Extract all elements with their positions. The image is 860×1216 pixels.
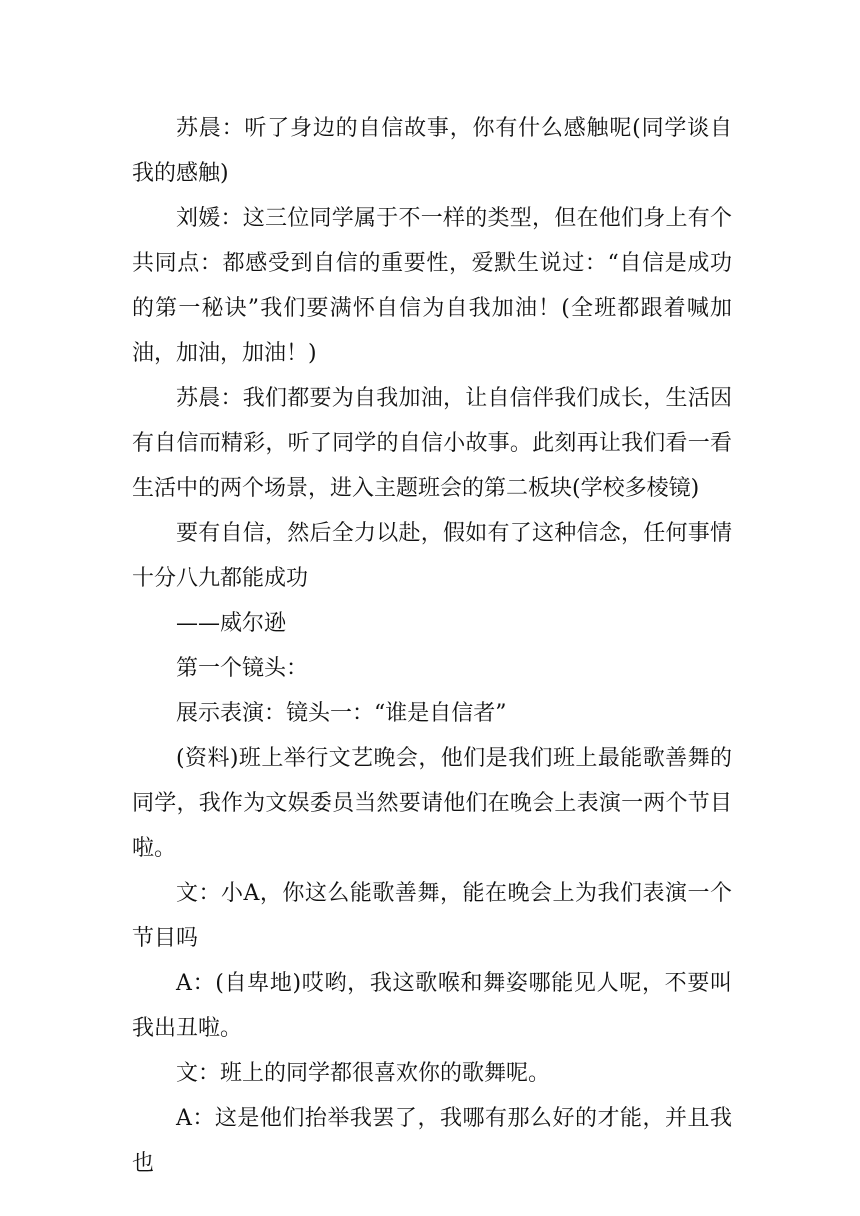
dialogue-line: 文：小A，你这么能歌善舞，能在晚会上为我们表演一个节目吗 [132, 881, 732, 951]
paragraph-3: 苏晨：我们都要为自我加油，让自信伴我们成长，生活因有自信而精彩，听了同学的自信小故事。此刻再让我们看一看生活中的两个场景，进入主题班会的第二板块(学校多棱镜) [132, 386, 732, 501]
paragraph-1: 苏晨：听了身边的自信故事，你有什么感触呢(同学谈自我的感触) [132, 116, 732, 186]
dialogue-line: A：这是他们抬举我罢了，我哪有那么好的才能，并且我也 [132, 1106, 732, 1176]
dialogue-line: 文：班上的同学都很喜欢你的歌舞呢。 [176, 1061, 551, 1086]
dialogue-line: A：(自卑地)哎哟，我这歌喉和舞姿哪能见人呢，不要叫我出丑啦。 [132, 971, 732, 1041]
quote-attribution: ——威尔逊 [176, 611, 287, 636]
document-body [132, 106, 732, 1186]
section-heading: 第一个镜头： [176, 656, 309, 681]
paragraph-8: (资料)班上举行文艺晚会，他们是我们班上最能歌善舞的同学，我作为文娱委员当然要请他们在晚会上表演一两个节目啦。 [132, 746, 732, 861]
paragraph-2: 刘媛：这三位同学属于不一样的类型，但在他们身上有个共同点：都感受到自信的重要性，爱默生说过：“自信是成功的第一秘诀”我们要满怀自信为自我加油！(全班都跟着喊加油，加油，加油！) [132, 206, 732, 366]
quote-paragraph: 要有自信，然后全力以赴，假如有了这种信念，任何事情十分八九都能成功 [132, 521, 732, 591]
scene-title: 展示表演：镜头一：“谁是自信者” [176, 701, 507, 726]
